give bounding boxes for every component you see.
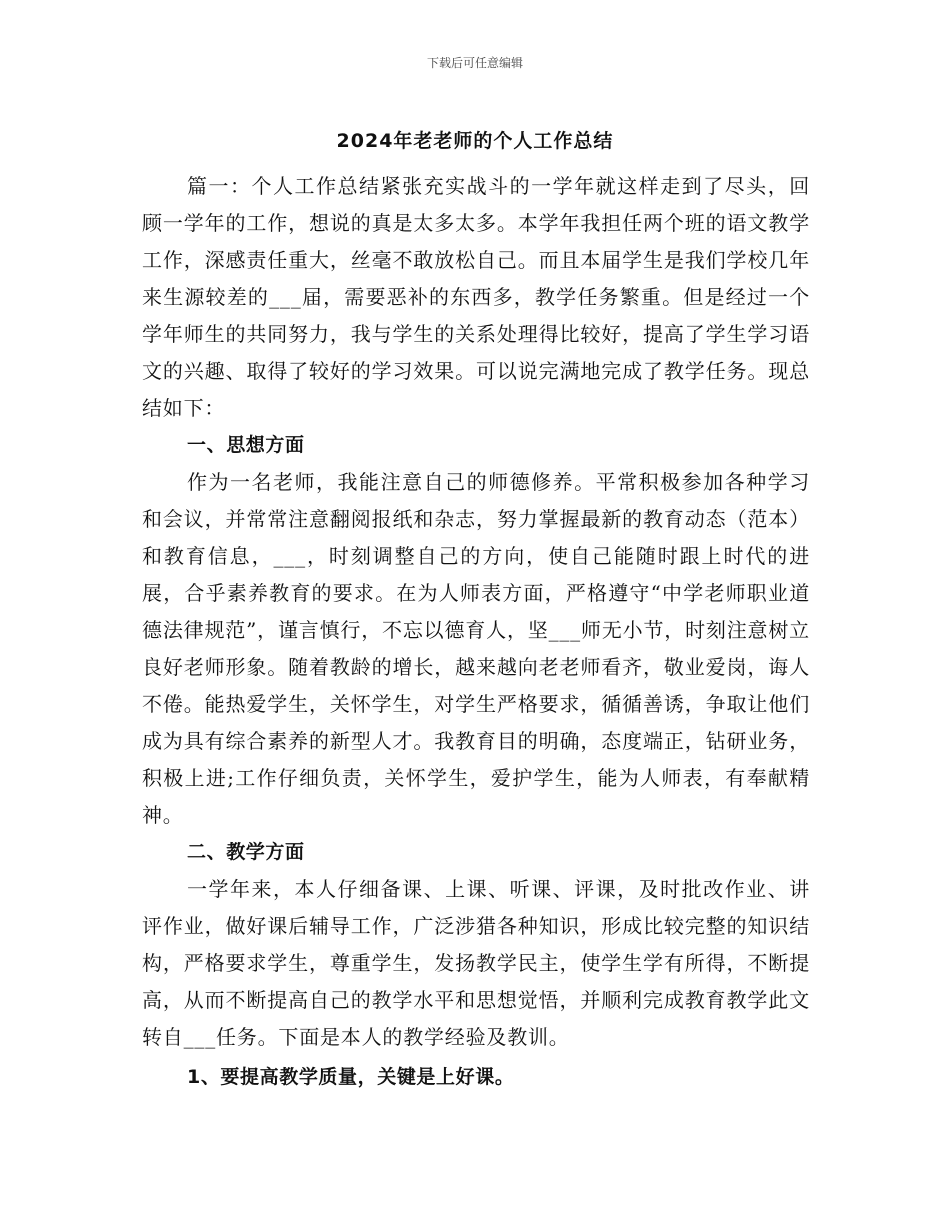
intro-paragraph: 篇一：个人工作总结紧张充实战斗的一学年就这样走到了尽头，回顾一学年的工作，想说的真是太多太多。本学年我担任两个班的语文教学工作，深感责任重大，丝毫不敢放松自己。而且本届学生是我们学校几年来生源较差的___届，需要恶补的东西多，教学任务繁重。但是经过一个学年师生的共同努力，我与学生的关系处理得比较好，提高了学生学习语文的兴趣、取得了较好的学习效果。可以说完满地完成了教学任务。现总结如下： [142,174,810,420]
section-paragraph-thought: 作为一名老师，我能注意自己的师德修养。平常积极参加各种学习和会议，并常常注意翻阅报纸和杂志，努力掌握最新的教育动态（范本）和教育信息，___，时刻调整自己的方向，使自己能随时跟上时代的进展，合乎素养教育的要求。在为人师表方面，严格遵守“中学老师职业道德法律规范”，谨言慎行，不忘以德育人，坚___师无小节，时刻注意树立良好老师形象。随着教龄的增长，越来越向老老师看齐，敬业爱岗，诲人不倦。能热爱学生，关怀学生，对学生严格要求，循循善诱，争取让他们成为具有综合素养的新型人才。我教育目的明确，态度端正，钻研业务，积极上进;工作仔细负责，关怀学生，爱护学生，能为人师表，有奉献精神。 [142,470,810,827]
header-note: 下载后可任意编辑 [426,56,523,70]
section-heading-thought: 一、思想方面 [187,434,305,456]
subsection-heading: 1、要提高教学质量，关键是上好课。 [187,1066,515,1088]
section-paragraph-teaching: 一学年来，本人仔细备课、上课、听课、评课，及时批改作业、讲评作业，做好课后辅导工作，广泛涉猎各种知识，形成比较完整的知识结构，严格要求学生，尊重学生，发扬教学民主，使学生学有所得，不断提高，从而不断提高自己的教学水平和思想觉悟，并顺利完成教育教学此文转自___任务。下面是本人的教学经验及教训。 [142,877,810,1049]
section-heading-teaching: 二、教学方面 [187,841,305,863]
document-body [142,168,810,1096]
document-title: 2024年老老师的个人工作总结 [336,130,614,152]
